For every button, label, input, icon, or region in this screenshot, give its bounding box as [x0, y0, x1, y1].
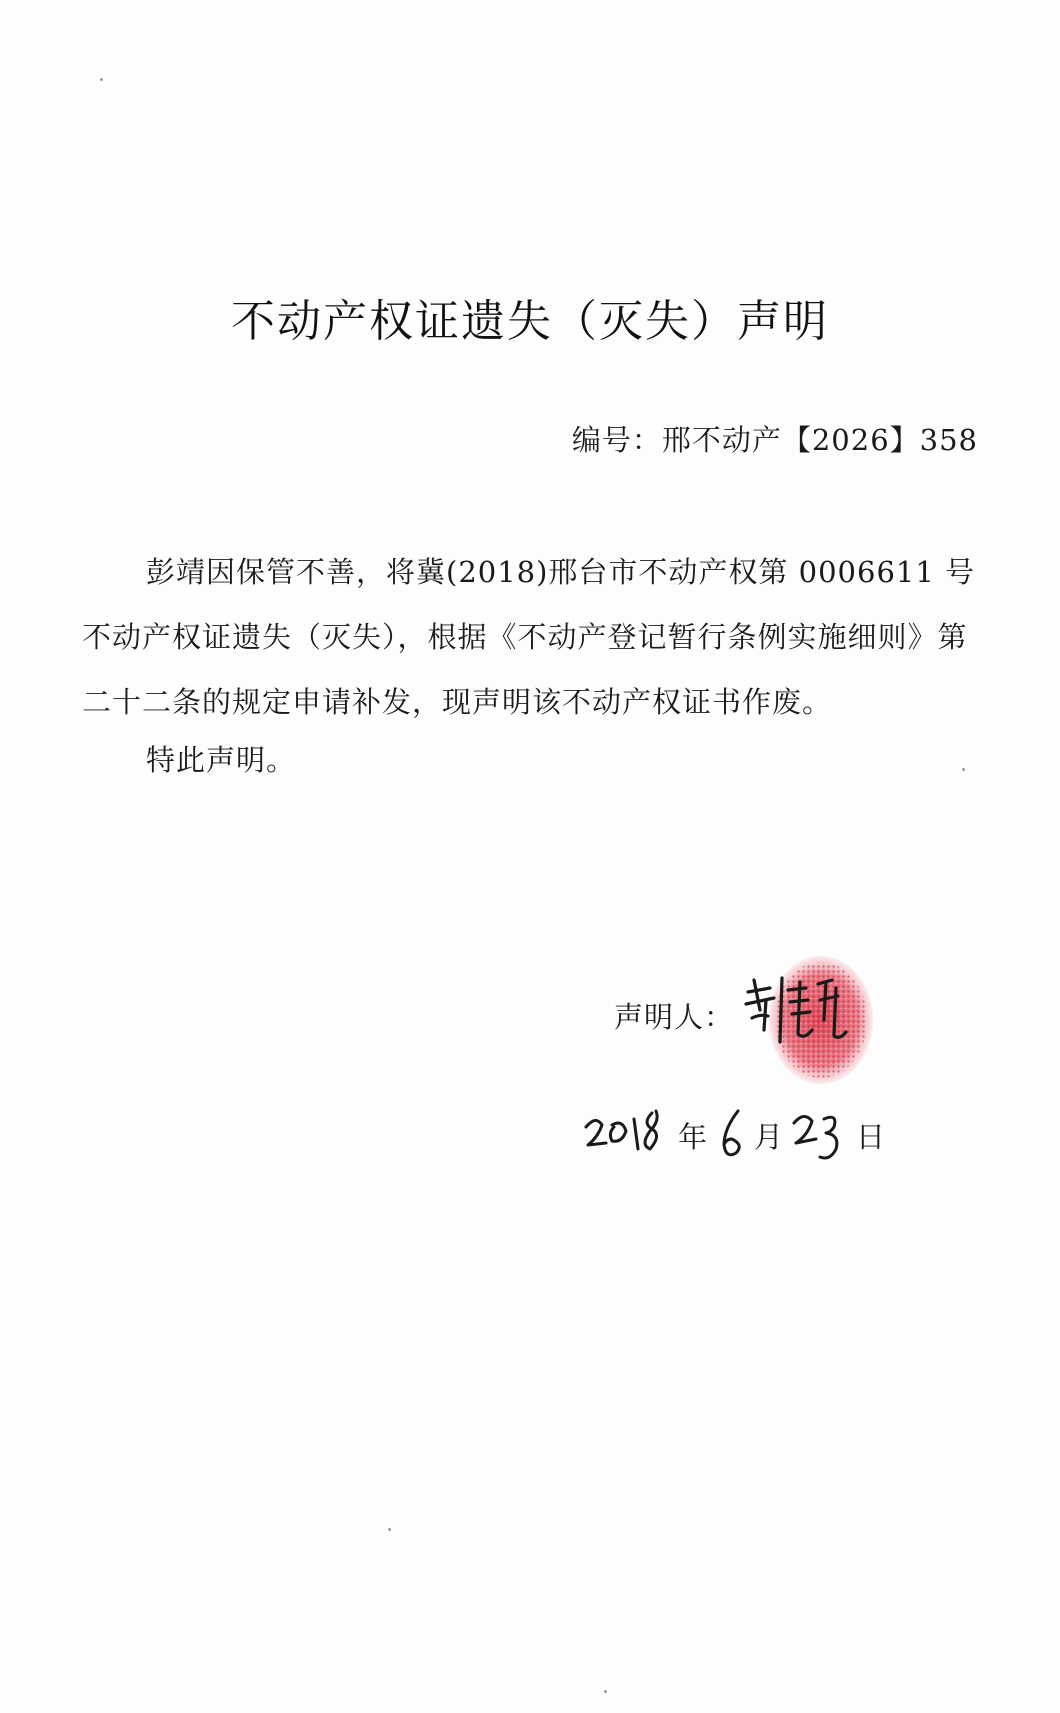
scan-speck: [604, 1690, 607, 1693]
closing-statement: 特此声明。: [146, 743, 297, 777]
declarant-label: 声明人：: [614, 1000, 735, 1034]
handwritten-year: [582, 1105, 672, 1165]
document-number: 编号：邢不动产【2026】358: [571, 423, 978, 457]
handwritten-month: [716, 1107, 750, 1163]
declaration-body: [82, 540, 982, 735]
scan-speck: [388, 1528, 391, 1531]
handwritten-signature: [740, 970, 860, 1050]
day-char: 日: [856, 1120, 886, 1154]
year-char: 年: [678, 1120, 708, 1154]
scan-speck: [962, 768, 965, 771]
declaration-date: [582, 1105, 912, 1175]
document-title: 不动产权证遗失（灭失）声明: [231, 296, 829, 347]
handwritten-day: [790, 1105, 854, 1167]
body-paragraph: 彭靖因保管不善，将冀(2018)邢台市不动产权第 0006611 号不动产权证遗失（灭失），根据《不动产登记暂行条例实施细则》第二十二条的规定申请补发，现声明该不动产权证书作废。: [82, 555, 976, 719]
scan-speck: [100, 78, 103, 81]
month-char: 月: [754, 1120, 784, 1154]
